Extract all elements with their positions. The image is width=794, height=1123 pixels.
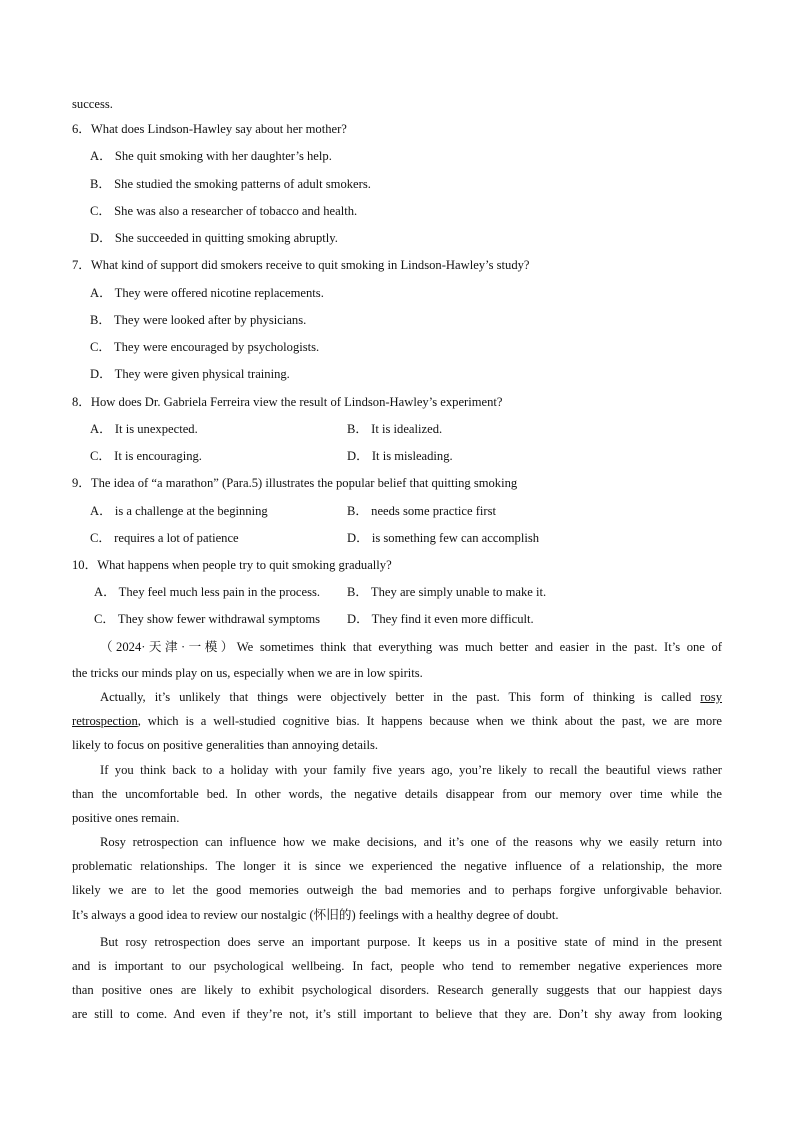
option-text: It is misleading. xyxy=(371,449,453,463)
question-9-option-a[interactable] xyxy=(90,503,268,519)
question-7-option-c[interactable] xyxy=(90,339,319,355)
option-text: It is encouraging. xyxy=(114,449,202,463)
option-letter: A． xyxy=(90,504,112,518)
option-letter: D． xyxy=(347,449,369,463)
question-number: 8． xyxy=(72,395,91,409)
passage-paragraph-4-line-2: problematic relationships. The longer it is since we experienced the negative influence of a relationship, the more xyxy=(72,859,722,873)
option-text: requires a lot of patience xyxy=(114,531,239,545)
question-text: What kind of support did smokers receive to quit smoking in Lindson-Hawley’s study? xyxy=(90,258,530,272)
question-7-stem xyxy=(72,257,530,273)
option-text: She quit smoking with her daughter’s help. xyxy=(114,149,332,163)
question-7-option-a[interactable] xyxy=(90,285,324,301)
option-letter: D． xyxy=(347,612,369,626)
option-letter: A． xyxy=(94,585,116,599)
option-letter: B． xyxy=(347,504,368,518)
question-6-option-b[interactable] xyxy=(90,176,371,192)
passage-paragraph-4-line-3: likely we are to let the good memories outweigh the bad memories and to perhaps forgive unforgivable behavior. xyxy=(72,883,722,897)
option-text: They show fewer withdrawal symptoms xyxy=(117,612,321,626)
passage-paragraph-5-line-4: are still to come. And even if they’re not, it’s still important to believe that they are. Don’t shy away from looking xyxy=(72,1007,722,1021)
question-7-option-b[interactable] xyxy=(90,312,306,328)
passage-paragraph-5-line-1: But rosy retrospection does serve an important purpose. It keeps us in a positive state of mind in the present xyxy=(100,935,722,949)
option-letter: C． xyxy=(90,449,111,463)
passage-paragraph-2-line-1 xyxy=(100,689,722,705)
option-text: It is idealized. xyxy=(371,422,443,436)
question-text: The idea of “a marathon” (Para.5) illustrates the popular belief that quitting smoking xyxy=(90,476,518,490)
option-text: They were looked after by physicians. xyxy=(113,313,307,327)
passage-paragraph-4-line-1: Rosy retrospection can influence how we make decisions, and it’s one of the reasons why we easily return into xyxy=(100,835,722,849)
question-9-option-d[interactable] xyxy=(347,530,539,546)
option-text: They find it even more difficult. xyxy=(371,612,534,626)
question-6-option-c[interactable] xyxy=(90,203,357,219)
passage-paragraph-5-line-3: than positive ones are likely to exhibit psychological disorders. Research generally suggests that our happiest days xyxy=(72,983,722,997)
question-number: 7． xyxy=(72,258,91,272)
option-text: They were encouraged by psychologists. xyxy=(113,340,320,354)
option-text: She succeeded in quitting smoking abruptly. xyxy=(114,231,338,245)
question-10-option-b[interactable] xyxy=(347,584,546,600)
option-letter: A． xyxy=(90,286,112,300)
question-8-option-a[interactable] xyxy=(90,421,198,437)
question-number: 10． xyxy=(72,558,98,572)
passage-text: We sometimes think that everything was much better and easier in the past. It’s one of xyxy=(236,640,722,654)
question-8-option-b[interactable] xyxy=(347,421,442,437)
question-number: 6． xyxy=(72,122,91,136)
option-letter: D． xyxy=(90,367,112,381)
question-text: What does Lindson-Hawley say about her mother? xyxy=(90,122,347,136)
option-text: They are simply unable to make it. xyxy=(370,585,547,599)
passage-paragraph-2-line-2 xyxy=(72,713,722,729)
option-letter: B． xyxy=(347,585,368,599)
intro-tail-text: success. xyxy=(72,97,113,111)
passage-text: , which is a well-studied cognitive bias. It happens because when we think about the past, we are more xyxy=(137,714,722,728)
option-letter: A． xyxy=(90,422,112,436)
question-9-option-b[interactable] xyxy=(347,503,496,519)
passage-paragraph-3-line-1: If you think back to a holiday with your family five years ago, you’re likely to recall the beautiful views rather xyxy=(100,763,722,777)
passage-paragraph-5-line-2: and is important to our psychological wellbeing. In fact, people who tend to remember negative experiences more xyxy=(72,959,722,973)
question-9-option-c[interactable] xyxy=(90,530,239,546)
question-text: What happens when people try to quit smoking gradually? xyxy=(97,558,392,572)
term-retrospection: retrospection xyxy=(72,714,138,728)
passage-paragraph-4-line-4: It’s always a good idea to review our nostalgic (怀旧的) feelings with a healthy degree of doubt. xyxy=(72,908,559,922)
question-7-option-d[interactable] xyxy=(90,366,290,382)
question-6-option-d[interactable] xyxy=(90,230,338,246)
option-text: She studied the smoking patterns of adult smokers. xyxy=(114,177,371,191)
question-10-option-a[interactable] xyxy=(94,584,320,600)
passage-paragraph-3-line-2: than the uncomfortable bed. In other words, the negative details disappear from our memory over time while the xyxy=(72,787,722,801)
term-rosy: rosy xyxy=(700,690,722,704)
question-8-stem xyxy=(72,394,503,410)
question-8-option-d[interactable] xyxy=(347,448,453,464)
question-9-stem xyxy=(72,475,517,491)
option-letter: C． xyxy=(94,612,115,626)
passage-text: Actually, it’s unlikely that things were objectively better in the past. This form of thinking is called xyxy=(100,690,701,704)
question-10-stem xyxy=(72,557,392,573)
question-6-option-a[interactable] xyxy=(90,148,332,164)
option-text: needs some practice first xyxy=(371,504,496,518)
question-8-option-c[interactable] xyxy=(90,448,202,464)
option-letter: C． xyxy=(90,204,111,218)
option-text: They were given physical training. xyxy=(114,367,290,381)
question-10-option-d[interactable] xyxy=(347,611,534,627)
question-number: 9． xyxy=(72,476,91,490)
option-text: They were offered nicotine replacements. xyxy=(114,286,324,300)
question-text: How does Dr. Gabriela Ferreira view the result of Lindson-Hawley’s experiment? xyxy=(90,395,503,409)
option-letter: D． xyxy=(347,531,369,545)
option-text: They feel much less pain in the process. xyxy=(118,585,321,599)
option-letter: B． xyxy=(90,313,111,327)
question-10-option-c[interactable] xyxy=(94,611,320,627)
option-letter: B． xyxy=(347,422,368,436)
option-text: She was also a researcher of tobacco and health. xyxy=(114,204,358,218)
option-letter: B． xyxy=(90,177,111,191)
passage-paragraph-1-line-1 xyxy=(100,639,722,655)
option-letter: C． xyxy=(90,531,111,545)
option-letter: D． xyxy=(90,231,112,245)
option-letter: C． xyxy=(90,340,111,354)
question-6-stem xyxy=(72,121,347,137)
option-text: is a challenge at the beginning xyxy=(114,504,268,518)
option-text: It is unexpected. xyxy=(114,422,198,436)
passage-paragraph-3-line-3: positive ones remain. xyxy=(72,811,180,825)
option-text: is something few can accomplish xyxy=(371,531,540,545)
passage-source: （2024·天津·一模） xyxy=(100,640,237,654)
passage-paragraph-1-line-2: the tricks our minds play on us, especially when we are in low spirits. xyxy=(72,666,423,680)
passage-paragraph-2-line-3: likely to focus on positive generalities than annoying details. xyxy=(72,738,379,752)
option-letter: A． xyxy=(90,149,112,163)
